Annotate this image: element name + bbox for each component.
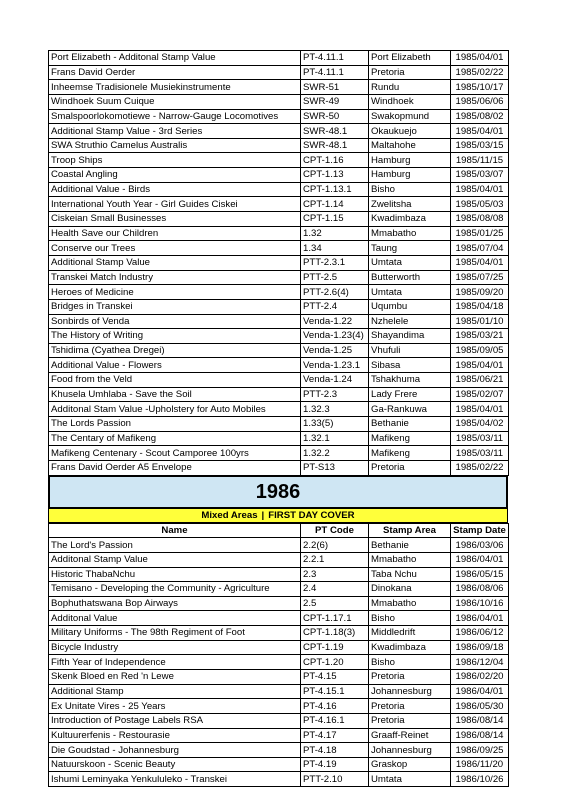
cell-code: PT-4.16	[301, 699, 369, 714]
cell-code: Venda-1.23(4)	[301, 329, 369, 344]
cell-area: Taba Nchu	[369, 567, 451, 582]
table-row	[49, 270, 509, 285]
table-row	[49, 153, 509, 168]
cell-date: 1985/02/07	[451, 387, 509, 402]
cell-area: Mmabatho	[369, 552, 451, 567]
cell-name: Frans David Oerder A5 Envelope	[49, 460, 301, 475]
cell-date: 1986/05/30	[451, 699, 509, 714]
cell-code: PTT-2.5	[301, 270, 369, 285]
cell-code: CPT-1.16	[301, 153, 369, 168]
cell-area: Maltahohe	[369, 138, 451, 153]
cell-date: 1986/10/26	[451, 772, 509, 787]
cell-name: Bridges in Transkei	[49, 299, 301, 314]
table-row	[49, 314, 509, 329]
cell-date: 1985/04/01	[451, 51, 509, 66]
table-row	[49, 446, 509, 461]
table-row	[49, 138, 509, 153]
cell-date: 1985/02/22	[451, 65, 509, 80]
cell-area: Bisho	[369, 655, 451, 670]
cell-name: Frans David Oerder	[49, 65, 301, 80]
cell-date: 1986/12/04	[451, 655, 509, 670]
cell-date: 1986/04/01	[451, 552, 509, 567]
cell-date: 1985/04/01	[451, 402, 509, 417]
cell-name: Health Save our Children	[49, 226, 301, 241]
table-row	[49, 358, 509, 373]
cell-name: Additional Stamp	[49, 684, 301, 699]
cell-name: Transkei Match Industry	[49, 270, 301, 285]
cell-name: Mafikeng Centenary - Scout Camporee 100yrs	[49, 446, 301, 461]
table-row	[49, 329, 509, 344]
cell-area: Bethanie	[369, 417, 451, 432]
cell-code: PT-4.11.1	[301, 51, 369, 66]
cell-code: CPT-1.13.1	[301, 182, 369, 197]
table-row	[49, 255, 509, 270]
table-row	[49, 241, 509, 256]
cell-area: Umtata	[369, 255, 451, 270]
cell-code: 1.32	[301, 226, 369, 241]
cell-code: PT-4.16.1	[301, 713, 369, 728]
cell-date: 1985/09/05	[451, 343, 509, 358]
cell-date: 1986/09/25	[451, 743, 509, 758]
table-row	[49, 124, 509, 139]
table-1985	[48, 50, 509, 476]
cell-code: PTT-2.4	[301, 299, 369, 314]
cell-code: 2.3	[301, 567, 369, 582]
cell-area: Ga-Rankuwa	[369, 402, 451, 417]
table-row	[49, 402, 509, 417]
cell-code: SWR-50	[301, 109, 369, 124]
cell-code: 1.33(5)	[301, 417, 369, 432]
cell-date: 1985/10/17	[451, 80, 509, 95]
cell-code: 1.32.2	[301, 446, 369, 461]
cell-date: 1985/08/02	[451, 109, 509, 124]
table-row	[49, 460, 509, 475]
cell-area: Bisho	[369, 611, 451, 626]
header-code: PT Code	[301, 523, 369, 538]
cell-date: 1985/04/01	[451, 255, 509, 270]
cell-date: 1985/07/04	[451, 241, 509, 256]
table-row	[49, 94, 509, 109]
cell-area: Dinokana	[369, 582, 451, 597]
cell-code: PTT-2.10	[301, 772, 369, 787]
area-band	[48, 509, 508, 523]
table-row	[49, 197, 509, 212]
cell-date: 1985/03/15	[451, 138, 509, 153]
cell-name: The Lords Passion	[49, 417, 301, 432]
table-row	[49, 299, 509, 314]
table-row	[49, 65, 509, 80]
cell-name: Smalspoorlokomotiewe - Narrow-Gauge Locomotives	[49, 109, 301, 124]
cell-code: CPT-1.18(3)	[301, 626, 369, 641]
table-row	[49, 552, 509, 567]
cell-date: 1985/03/07	[451, 168, 509, 183]
cell-area: Hamburg	[369, 153, 451, 168]
table-row	[49, 431, 509, 446]
cell-name: Additonal Value	[49, 611, 301, 626]
table-1986-body	[49, 523, 509, 787]
cell-code: 2.2.1	[301, 552, 369, 567]
table-row	[49, 226, 509, 241]
cell-name: Ishumi Leminyaka Yenkululeko - Transkei	[49, 772, 301, 787]
header-date: Stamp Date	[451, 523, 509, 538]
cell-code: CPT-1.14	[301, 197, 369, 212]
table-row	[49, 640, 509, 655]
cell-name: Food from the Veld	[49, 373, 301, 388]
cell-date: 1986/02/20	[451, 669, 509, 684]
cell-code: Venda-1.22	[301, 314, 369, 329]
year-heading: 1986	[48, 476, 508, 509]
cell-code: PTT-2.3	[301, 387, 369, 402]
cell-name: Bicycle Industry	[49, 640, 301, 655]
cell-code: SWR-48.1	[301, 124, 369, 139]
cell-area: Johannesburg	[369, 743, 451, 758]
table-row	[49, 713, 509, 728]
cell-code: 2.2(6)	[301, 538, 369, 553]
cell-code: PT-4.11.1	[301, 65, 369, 80]
cell-date: 1985/03/21	[451, 329, 509, 344]
cell-area: Mafikeng	[369, 431, 451, 446]
cell-name: Coastal Angling	[49, 168, 301, 183]
cell-area: Pretoria	[369, 65, 451, 80]
cell-date: 1985/03/11	[451, 446, 509, 461]
cell-code: PT-4.15.1	[301, 684, 369, 699]
cell-area: Kwadimbaza	[369, 212, 451, 227]
table-1985-body	[49, 51, 509, 476]
cell-code: Venda-1.24	[301, 373, 369, 388]
cover-type-label: FIRST DAY COVER	[268, 509, 355, 521]
cell-code: CPT-1.19	[301, 640, 369, 655]
cell-code: 1.32.3	[301, 402, 369, 417]
table-row	[49, 387, 509, 402]
cell-date: 1986/08/14	[451, 713, 509, 728]
cell-name: Die Goudstad - Johannesburg	[49, 743, 301, 758]
cell-date: 1985/03/11	[451, 431, 509, 446]
cell-area: Okaukuejo	[369, 124, 451, 139]
cell-area: Umtata	[369, 285, 451, 300]
cell-name: Tshidima (Cyathea Dregei)	[49, 343, 301, 358]
cell-name: The Lord's Passion	[49, 538, 301, 553]
cell-date: 1986/05/15	[451, 567, 509, 582]
cell-name: The Centary of Mafikeng	[49, 431, 301, 446]
cell-code: PTT-2.6(4)	[301, 285, 369, 300]
cell-code: PT-4.18	[301, 743, 369, 758]
cell-date: 1985/11/15	[451, 153, 509, 168]
cell-name: Skenk Bloed en Red 'n Lewe	[49, 669, 301, 684]
cell-area: Taung	[369, 241, 451, 256]
table-row	[49, 757, 509, 772]
cell-name: Inheemse Tradisionele Musiekinstrumente	[49, 80, 301, 95]
cell-code: Venda-1.23.1	[301, 358, 369, 373]
cell-area: Uqumbu	[369, 299, 451, 314]
cell-area: Graaff-Reinet	[369, 728, 451, 743]
cell-code: 1.32.1	[301, 431, 369, 446]
cell-date: 1986/09/18	[451, 640, 509, 655]
header-area: Stamp Area	[369, 523, 451, 538]
cell-area: Kwadimbaza	[369, 640, 451, 655]
cell-date: 1986/04/01	[451, 611, 509, 626]
cell-code: CPT-1.13	[301, 168, 369, 183]
cell-date: 1985/08/08	[451, 212, 509, 227]
cell-date: 1985/04/01	[451, 182, 509, 197]
cell-date: 1986/08/14	[451, 728, 509, 743]
cell-name: Sonbirds of Venda	[49, 314, 301, 329]
cell-date: 1986/10/16	[451, 596, 509, 611]
area-divider: |	[261, 509, 265, 521]
cell-area: Pretoria	[369, 669, 451, 684]
cell-code: CPT-1.17.1	[301, 611, 369, 626]
cell-code: Venda-1.25	[301, 343, 369, 358]
cell-date: 1985/06/06	[451, 94, 509, 109]
cell-date: 1985/01/25	[451, 226, 509, 241]
area-label: Mixed Areas	[201, 509, 258, 521]
table-row	[49, 109, 509, 124]
cell-date: 1985/02/22	[451, 460, 509, 475]
cell-code: PT-4.15	[301, 669, 369, 684]
cell-date: 1985/09/20	[451, 285, 509, 300]
cell-name: Additional Value - Birds	[49, 182, 301, 197]
cell-area: Port Elizabeth	[369, 51, 451, 66]
cell-area: Butterworth	[369, 270, 451, 285]
cell-code: PT-4.19	[301, 757, 369, 772]
table-row	[49, 80, 509, 95]
cell-area: Middledrift	[369, 626, 451, 641]
table-row	[49, 285, 509, 300]
cell-date: 1986/04/01	[451, 684, 509, 699]
table-row	[49, 182, 509, 197]
cell-name: Kultuurerfenis - Restourasie	[49, 728, 301, 743]
cell-name: Additonal Stamp Value	[49, 552, 301, 567]
cell-name: Windhoek Suum Cuique	[49, 94, 301, 109]
cell-date: 1986/03/06	[451, 538, 509, 553]
cell-area: Zwelitsha	[369, 197, 451, 212]
cell-name: Ciskeian Small Businesses	[49, 212, 301, 227]
cell-area: Shayandima	[369, 329, 451, 344]
cell-code: CPT-1.15	[301, 212, 369, 227]
table-row	[49, 699, 509, 714]
table-row	[49, 772, 509, 787]
cell-area: Mmabatho	[369, 596, 451, 611]
cell-name: Additional Value - Flowers	[49, 358, 301, 373]
table-row	[49, 596, 509, 611]
cell-name: Introduction of Postage Labels RSA	[49, 713, 301, 728]
table-row	[49, 168, 509, 183]
table-row	[49, 582, 509, 597]
cell-area: Lady Frere	[369, 387, 451, 402]
table-1986	[48, 523, 509, 788]
table-row	[49, 684, 509, 699]
cell-code: CPT-1.20	[301, 655, 369, 670]
stamp-register-sheet	[48, 50, 508, 787]
header-name: Name	[49, 523, 301, 538]
cell-date: 1986/08/06	[451, 582, 509, 597]
cell-date: 1985/06/21	[451, 373, 509, 388]
table-row	[49, 373, 509, 388]
cell-name: Port Elizabeth - Additonal Stamp Value	[49, 51, 301, 66]
cell-code: 2.5	[301, 596, 369, 611]
table-row	[49, 626, 509, 641]
cell-area: Bisho	[369, 182, 451, 197]
cell-date: 1985/07/25	[451, 270, 509, 285]
cell-name: Heroes of Medicine	[49, 285, 301, 300]
cell-code: PT-4.17	[301, 728, 369, 743]
cell-name: Additonal Stam Value -Upholstery for Auto Mobiles	[49, 402, 301, 417]
cell-name: International Youth Year - Girl Guides Ciskei	[49, 197, 301, 212]
table-row	[49, 669, 509, 684]
cell-code: 1.34	[301, 241, 369, 256]
cell-name: Natuurskoon - Scenic Beauty	[49, 757, 301, 772]
cell-code: PTT-2.3.1	[301, 255, 369, 270]
cell-date: 1985/05/03	[451, 197, 509, 212]
cell-date: 1985/04/01	[451, 124, 509, 139]
cell-name: Additional Stamp Value - 3rd Series	[49, 124, 301, 139]
cell-area: Vhufuli	[369, 343, 451, 358]
cell-name: Military Uniforms - The 98th Regiment of Foot	[49, 626, 301, 641]
cell-name: Additional Stamp Value	[49, 255, 301, 270]
table-row	[49, 728, 509, 743]
table-row	[49, 743, 509, 758]
cell-name: Conserve our Trees	[49, 241, 301, 256]
cell-name: Temisano - Developing the Community - Agriculture	[49, 582, 301, 597]
cell-area: Pretoria	[369, 699, 451, 714]
cell-area: Hamburg	[369, 168, 451, 183]
cell-area: Bethanie	[369, 538, 451, 553]
cell-date: 1986/11/20	[451, 757, 509, 772]
cell-area: Johannesburg	[369, 684, 451, 699]
cell-area: Pretoria	[369, 460, 451, 475]
cell-name: Troop Ships	[49, 153, 301, 168]
cell-area: Sibasa	[369, 358, 451, 373]
cell-name: Historic ThabaNchu	[49, 567, 301, 582]
cell-area: Mmabatho	[369, 226, 451, 241]
table-row	[49, 655, 509, 670]
cell-area: Rundu	[369, 80, 451, 95]
cell-area: Mafikeng	[369, 446, 451, 461]
cell-code: SWR-48.1	[301, 138, 369, 153]
table-row	[49, 417, 509, 432]
cell-area: Graskop	[369, 757, 451, 772]
cell-name: The History of Writing	[49, 329, 301, 344]
table-row	[49, 343, 509, 358]
cell-date: 1985/04/01	[451, 358, 509, 373]
cell-code: SWR-49	[301, 94, 369, 109]
cell-date: 1985/04/02	[451, 417, 509, 432]
table-row	[49, 567, 509, 582]
cell-name: Ex Unitate Vires - 25 Years	[49, 699, 301, 714]
table-row	[49, 611, 509, 626]
table-row	[49, 212, 509, 227]
cell-area: Umtata	[369, 772, 451, 787]
cell-date: 1986/06/12	[451, 626, 509, 641]
cell-area: Pretoria	[369, 713, 451, 728]
cell-area: Windhoek	[369, 94, 451, 109]
cell-date: 1985/04/18	[451, 299, 509, 314]
header-row	[49, 523, 509, 538]
cell-date: 1985/01/10	[451, 314, 509, 329]
cell-code: SWR-51	[301, 80, 369, 95]
table-row	[49, 538, 509, 553]
cell-name: Fifth Year of Independence	[49, 655, 301, 670]
cell-area: Swakopmund	[369, 109, 451, 124]
table-row	[49, 51, 509, 66]
cell-code: PT-S13	[301, 460, 369, 475]
cell-name: SWA Struthio Camelus Australis	[49, 138, 301, 153]
cell-name: Khusela Umhlaba - Save the Soil	[49, 387, 301, 402]
cell-name: Bophuthatswana Bop Airways	[49, 596, 301, 611]
cell-code: 2.4	[301, 582, 369, 597]
cell-area: Nzhelele	[369, 314, 451, 329]
cell-area: Tshakhuma	[369, 373, 451, 388]
